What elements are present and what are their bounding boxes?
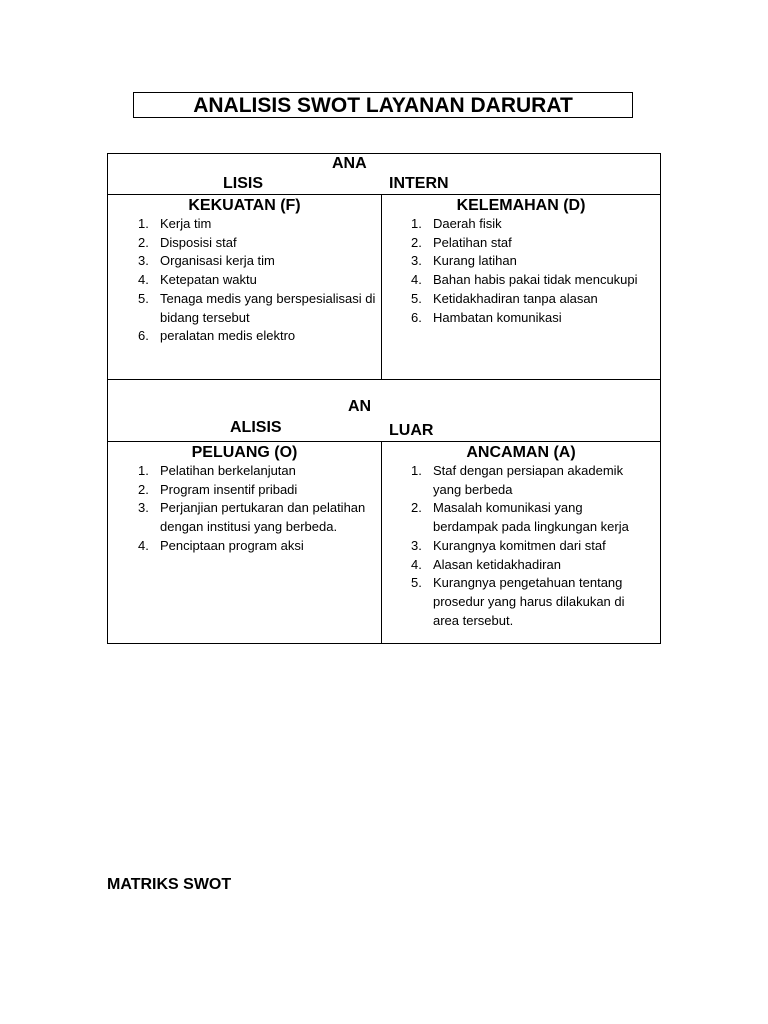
list-item-text: Ketepatan waktu: [160, 272, 257, 288]
internal-header-part-1: ANA: [332, 155, 367, 172]
list-item-number: 4.: [138, 272, 149, 288]
list-item-text: Ketidakhadiran tanpa alasan: [433, 290, 598, 306]
list-item-number: 4.: [138, 537, 149, 553]
list-item: [138, 537, 370, 556]
list-item-text: Organisasi kerja tim: [160, 253, 275, 269]
list-item-number: 6.: [138, 328, 149, 344]
external-header-part-1: AN: [348, 398, 372, 415]
list-item: [138, 271, 376, 290]
list-item-number: 2.: [411, 234, 422, 250]
row-divider: [108, 194, 660, 195]
list-item: [411, 574, 647, 630]
list-item: [411, 556, 647, 575]
column-divider: [381, 441, 382, 643]
list-item-text: Kurang latihan: [433, 253, 517, 269]
list-item-number: 3.: [411, 253, 422, 269]
list-item-text: Kerja tim: [160, 216, 212, 231]
list-item: [138, 252, 376, 271]
external-header-part-3: LUAR: [389, 422, 434, 439]
list-item-text: Hambatan komunikasi: [433, 309, 562, 325]
opportunities-title: PELUANG (O): [191, 444, 298, 461]
list-item-number: 3.: [411, 537, 422, 553]
list-item-number: 1.: [411, 216, 422, 231]
list-item-number: 1.: [138, 216, 149, 231]
list-item-number: 5.: [411, 575, 422, 591]
page-title: ANALISIS SWOT LAYANAN DARURAT: [133, 92, 633, 118]
list-item-text: Penciptaan program aksi: [160, 537, 304, 553]
list-item-number: 2.: [411, 500, 422, 516]
list-item: [411, 462, 647, 499]
list-item-text: Alasan ketidakhadiran: [433, 556, 561, 572]
weaknesses-title: KELEMAHAN (D): [456, 197, 586, 214]
internal-header-part-2: LISIS: [223, 175, 264, 192]
weaknesses-list: [411, 215, 659, 327]
list-item: [411, 290, 659, 309]
row-divider: [108, 441, 660, 442]
list-item-number: 5.: [138, 290, 149, 306]
list-item: [138, 234, 376, 253]
list-item-text: Kurangnya pengetahuan tentang prosedur yang harus dilakukan di area tersebut.: [433, 575, 625, 628]
threats-list: [411, 462, 647, 630]
list-item-text: Bahan habis pakai tidak mencukupi: [433, 272, 638, 288]
list-item-text: Masalah komunikasi yang berdampak pada lingkungan kerja: [433, 500, 629, 535]
internal-header-part-3: INTERN: [389, 175, 449, 192]
list-item-text: Perjanjian pertukaran dan pelatihan dengan institusi yang berbeda.: [160, 500, 366, 535]
list-item-number: 6.: [411, 309, 422, 325]
list-item-number: 4.: [411, 556, 422, 572]
list-item: [411, 215, 659, 234]
list-item-number: 2.: [138, 234, 149, 250]
list-item-number: 5.: [411, 290, 422, 306]
list-item-text: Tenaga medis yang berspesialisasi di bidang tersebut: [160, 290, 376, 325]
list-item-number: 1.: [138, 463, 149, 478]
swot-table: [107, 153, 661, 644]
list-item-text: peralatan medis elektro: [160, 328, 296, 344]
threats-title: ANCAMAN (A): [466, 444, 576, 461]
list-item-text: Disposisi staf: [160, 234, 237, 250]
external-header-part-2: ALISIS: [230, 419, 282, 436]
list-item: [411, 309, 659, 328]
list-item: [138, 499, 370, 536]
list-item-text: Kurangnya komitmen dari staf: [433, 537, 606, 553]
list-item: [411, 499, 647, 536]
list-item: [138, 290, 376, 327]
list-item: [411, 271, 659, 290]
list-item: [138, 462, 370, 481]
section-divider: [108, 379, 660, 380]
footer-heading: MATRIKS SWOT: [107, 876, 232, 893]
list-item: [138, 215, 376, 234]
list-item: [411, 537, 647, 556]
list-item-text: Daerah fisik: [433, 216, 502, 231]
list-item: [411, 252, 659, 271]
list-item-number: 1.: [411, 463, 422, 478]
list-item-number: 2.: [138, 481, 149, 497]
list-item-number: 3.: [138, 500, 149, 516]
column-divider: [381, 194, 382, 379]
list-item: [138, 481, 370, 500]
list-item-text: Pelatihan berkelanjutan: [160, 463, 296, 478]
list-item-number: 4.: [411, 272, 422, 288]
opportunities-list: [138, 462, 370, 556]
list-item-number: 3.: [138, 253, 149, 269]
list-item-text: Pelatihan staf: [433, 234, 512, 250]
list-item-text: Staf dengan persiapan akademik yang berbeda: [433, 463, 624, 497]
strengths-list: [138, 215, 376, 346]
list-item: [138, 327, 376, 346]
list-item-text: Program insentif pribadi: [160, 481, 298, 497]
list-item: [411, 234, 659, 253]
strengths-title: KEKUATAN (F): [188, 197, 301, 214]
